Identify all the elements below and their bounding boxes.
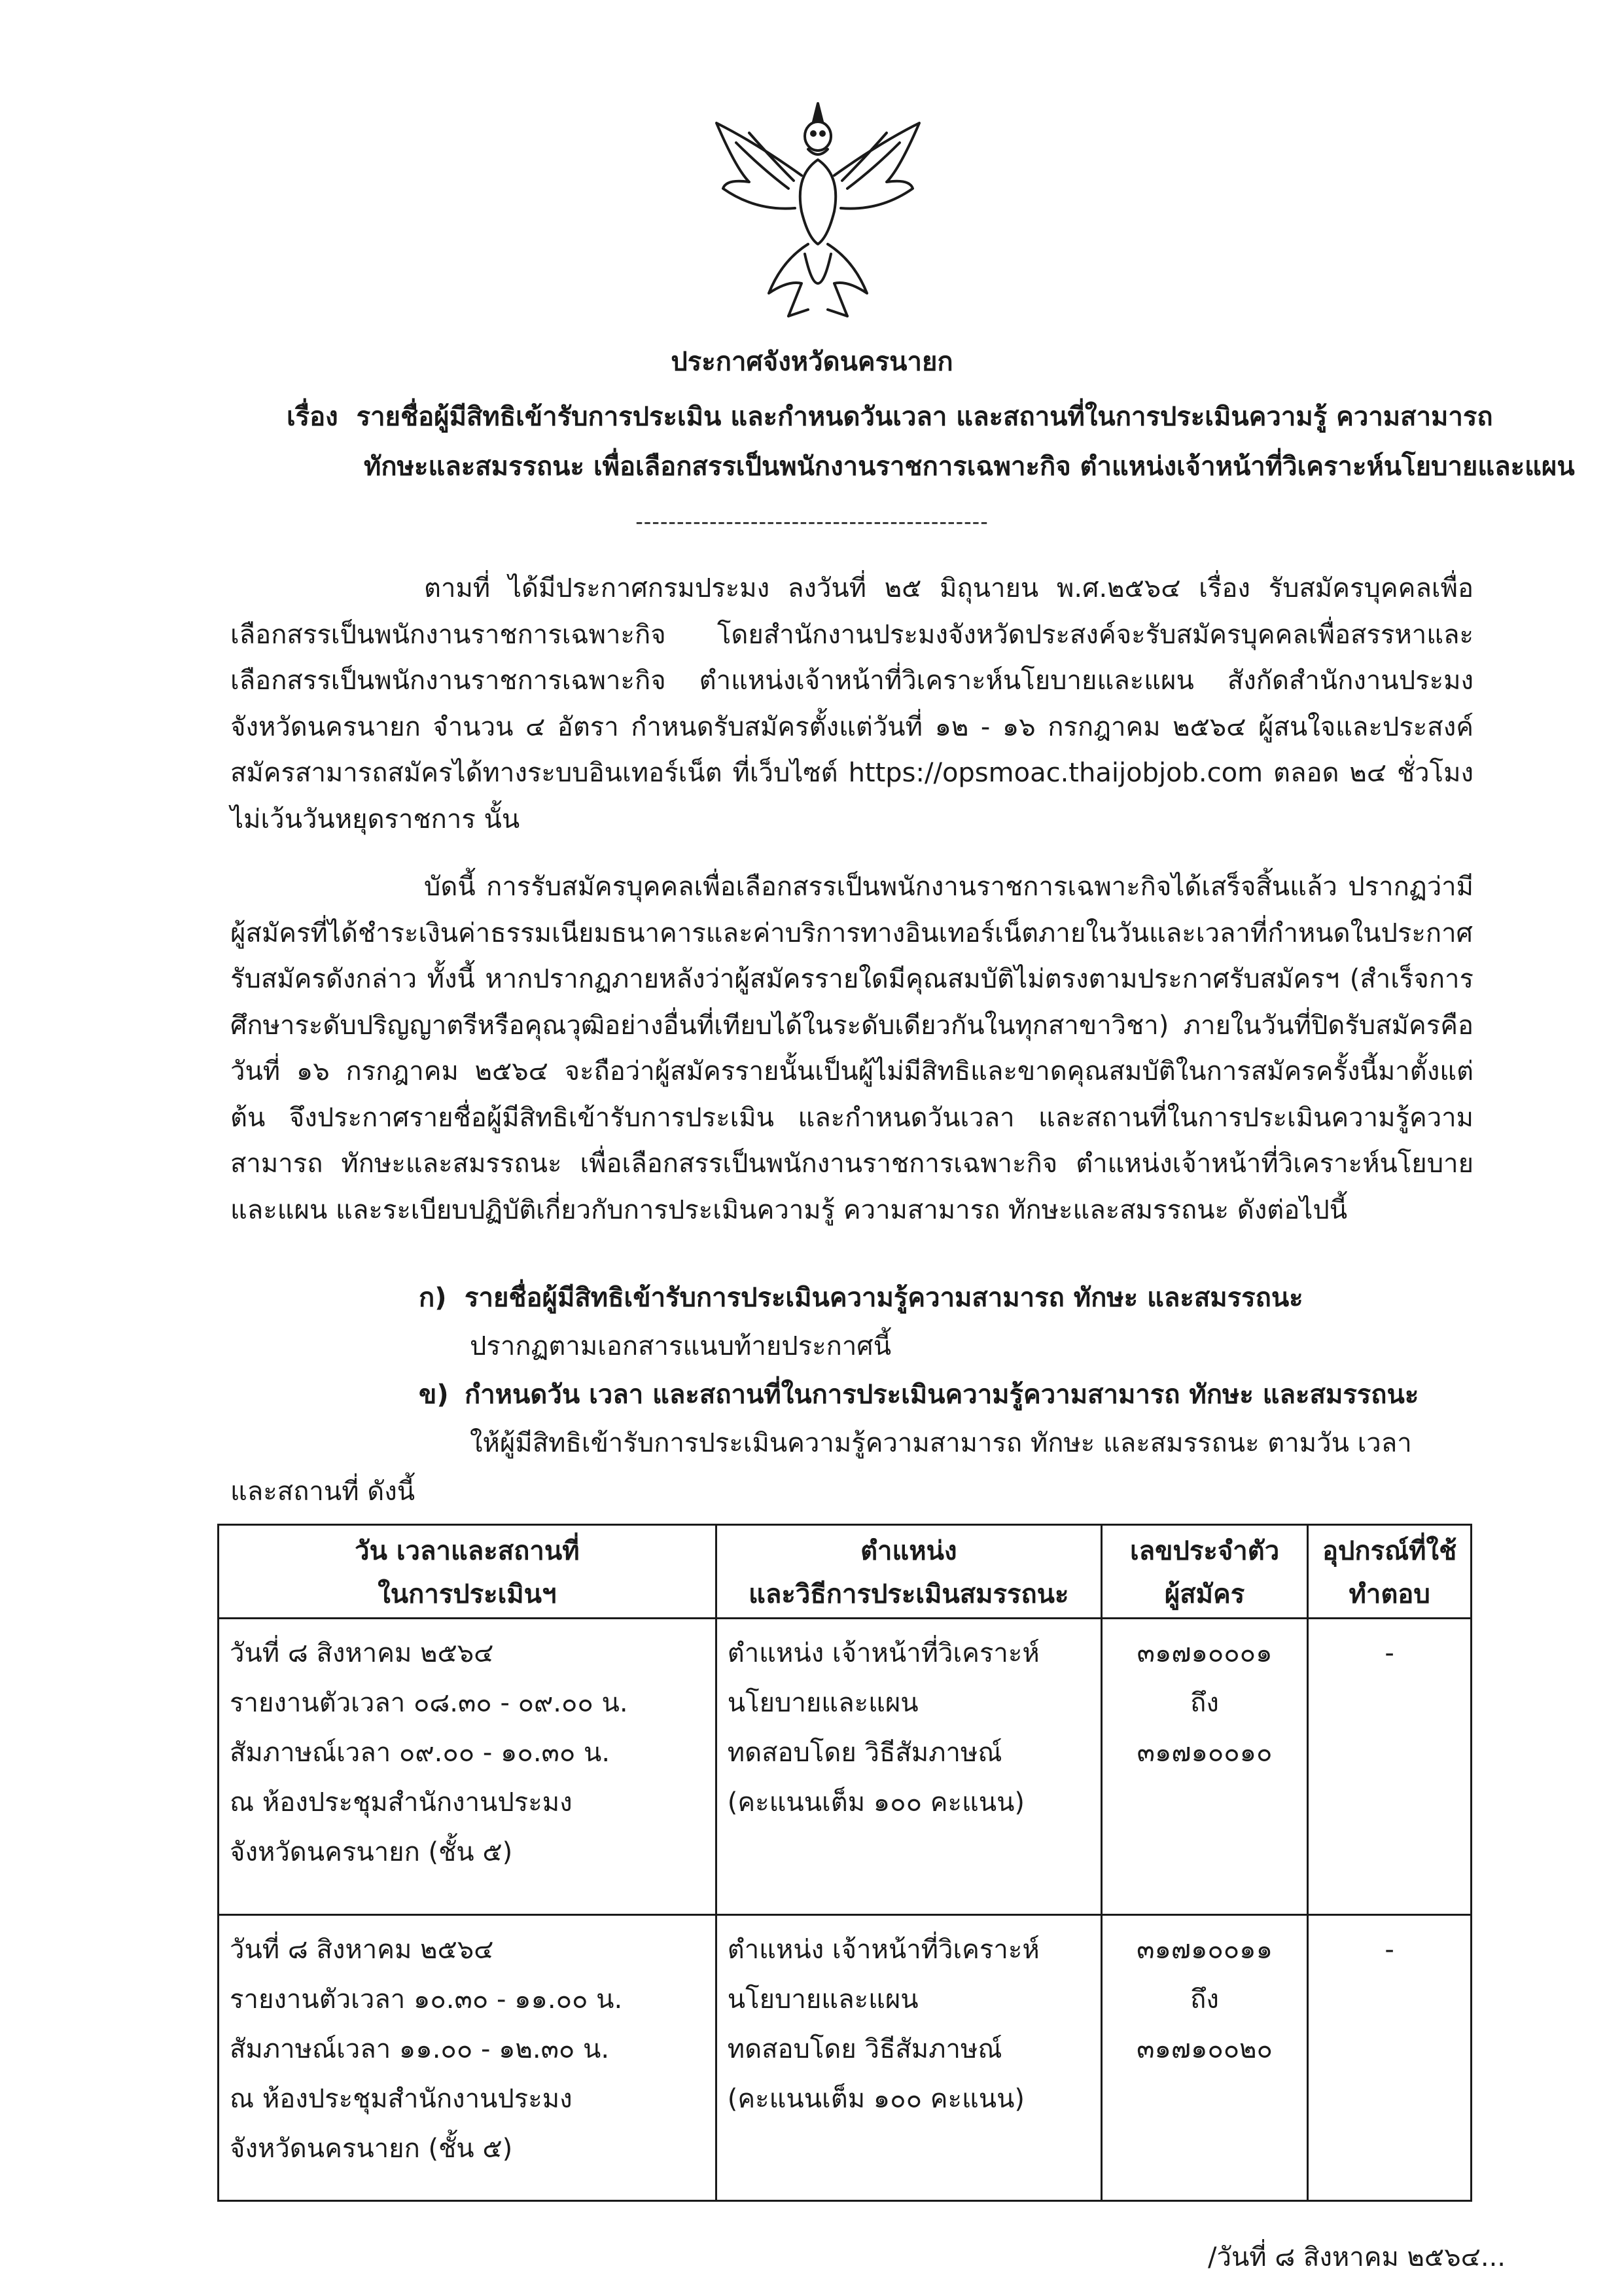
page-continuation: /วันที่ ๘ สิงหาคม ๒๕๖๔... [1208,2242,1506,2272]
table-row [219,1915,1472,2201]
divider-line: ------------------------------------------- [635,509,989,534]
paragraph-2 [230,864,1474,1233]
schedule-table [217,1524,1472,2202]
subject-text-line-2: ทักษะและสมรรถนะ เพื่อเลือกสรรเป็นพนักงานราชการเฉพาะกิจ ตำแหน่งเจ้าหน้าที่วิเคราะห์นโยบายและแผน [364,452,1575,482]
header-applicant-id: เลขประจำตัว ผู้สมัคร [1101,1525,1307,1619]
cell-position: ตำแหน่ง เจ้าหน้าที่วิเคราะห์ นโยบายและแผน ทดสอบโดย วิธีสัมภาษณ์ (คะแนนเต็ม ๑๐๐ คะแนน) [716,1619,1101,1915]
paragraph-1-text: ตามที่ ได้มีประกาศกรมประมง ลงวันที่ ๒๕ มิถุนายน พ.ศ.๒๕๖๔ เรื่อง รับสมัครบุคคลเพื่อเลือกสรรเป็นพนักงานราชการเฉพาะกิจ โดยสำนักงานประมงจังหวัดประสงค์จะรับสมัครบุคคลเพื่อสรรหาและเลือกสรรเป็นพนักงานราชการเฉพาะกิจ ตำแหน่งเจ้าหน้าที่วิเคราะห์นโยบายและแผน สังกัดสำนักงานประมงจังหวัดนครนายก จำนวน ๔ อัตรา กำหนดรับสมัครตั้งแต่วันที่ ๑๒ - ๑๖ กรกฎาคม ๒๕๖๔ ผู้สนใจและประสงค์สมัครสามารถสมัครได้ทางระบบอินเทอร์เน็ต ที่เว็บไซต์ https://opsmoac.thaijobjob.com ตลอด ๒๔ ชั่วโมง ไม่เว้นวันหยุดราชการ นั้น [230,573,1474,834]
cell-position: ตำแหน่ง เจ้าหน้าที่วิเคราะห์ นโยบายและแผน ทดสอบโดย วิธีสัมภาษณ์ (คะแนนเต็ม ๑๐๐ คะแนน) [716,1915,1101,2201]
garuda-emblem-icon [710,97,926,323]
item-b-marker: ข) [419,1380,449,1410]
item-a-marker: ก) [419,1283,447,1313]
subject-text-line-1: รายชื่อผู้มีสิทธิเข้ารับการประเมิน และกำหนดวันเวลา และสถานที่ในการประเมินความรู้ ความสามารถ [356,402,1493,432]
paragraph-1 [230,565,1474,842]
item-b-line-1: ให้ผู้มีสิทธิเข้ารับการประเมินความรู้ความสามารถ ทักษะ และสมรรถนะ ตามวัน เวลา [470,1428,1412,1458]
table-row [219,1619,1472,1915]
item-b-heading [419,1373,1419,1415]
item-a-title: รายชื่อผู้มีสิทธิเข้ารับการประเมินความรู้ความสามารถ ทักษะ และสมรรถนะ [465,1283,1303,1313]
cell-applicant-ids: ๓๑๗๑๐๐๑๑ ถึง ๓๑๗๑๐๐๒๐ [1101,1915,1307,2201]
header-schedule: วัน เวลาและสถานที่ ในการประเมินฯ [219,1525,716,1619]
paragraph-2-text: บัดนี้ การรับสมัครบุคคลเพื่อเลือกสรรเป็นพนักงานราชการเฉพาะกิจได้เสร็จสิ้นแล้ว ปรากฏว่ามีผู้สมัครที่ได้ชำระเงินค่าธรรมเนียมธนาคารและค่าบริการทางอินเทอร์เน็ตภายในวันและเวลาที่กำหนดในประกาศรับสมัครดังกล่าว ทั้งนี้ หากปรากฏภายหลังว่าผู้สมัครรายใดมีคุณสมบัติไม่ตรงตามประกาศรับสมัครฯ (สำเร็จการศึกษาระดับปริญญาตรีหรือคุณวุฒิอย่างอื่นที่เทียบได้ในระดับเดียวกันในทุกสาขาวิชา) ภายในวันที่ปิดรับสมัครคือวันที่ ๑๖ กรกฎาคม ๒๕๖๔ จะถือว่าผู้สมัครรายนั้นเป็นผู้ไม่มีสิทธิและขาดคุณสมบัติในการสมัครครั้งนี้มาตั้งแต่ต้น จึงประกาศรายชื่อผู้มีสิทธิเข้ารับการประเมิน และกำหนดวันเวลา และสถานที่ในการประเมินความรู้ความสามารถ ทักษะและสมรรถนะ เพื่อเลือกสรรเป็นพนักงานราชการเฉพาะกิจ ตำแหน่งเจ้าหน้าที่วิเคราะห์นโยบายและแผน และระเบียบปฏิบัติเกี่ยวกับการประเมินความรู้ ความสามารถ ทักษะและสมรรถนะ ดังต่อไปนี้ [230,872,1474,1225]
header-position: ตำแหน่ง และวิธีการประเมินสมรรถนะ [716,1525,1101,1619]
cell-equipment: - [1308,1619,1472,1915]
header-equipment: อุปกรณ์ที่ใช้ ทำตอบ [1308,1525,1472,1619]
cell-applicant-ids: ๓๑๗๑๐๐๐๑ ถึง ๓๑๗๑๐๐๑๐ [1101,1619,1307,1915]
subject-line-1 [287,395,1493,437]
table-header-row [219,1525,1472,1619]
item-a-text: ปรากฏตามเอกสารแนบท้ายประกาศนี้ [470,1331,892,1361]
item-a-heading [419,1276,1303,1318]
item-b-line-2: และสถานที่ ดังนี้ [230,1477,415,1507]
cell-equipment: - [1308,1915,1472,2201]
item-b-title: กำหนดวัน เวลา และสถานที่ในการประเมินความรู้ความสามารถ ทักษะ และสมรรถนะ [465,1380,1419,1410]
cell-schedule: วันที่ ๘ สิงหาคม ๒๕๖๔ รายงานตัวเวลา ๑๐.๓๐ - ๑๑.๐๐ น. สัมภาษณ์เวลา ๑๑.๐๐ - ๑๒.๓๐ น. ณ ห้องประชุมสำนักงานประมง จังหวัดนครนายก (ชั้น ๕) [219,1915,716,2201]
subject-label: เรื่อง [287,402,338,432]
document-title: ประกาศจังหวัดนครนายก [671,347,953,377]
cell-schedule: วันที่ ๘ สิงหาคม ๒๕๖๔ รายงานตัวเวลา ๐๘.๓๐ - ๐๙.๐๐ น. สัมภาษณ์เวลา ๐๙.๐๐ - ๑๐.๓๐ น. ณ ห้องประชุมสำนักงานประมง จังหวัดนครนายก (ชั้น ๕) [219,1619,716,1915]
